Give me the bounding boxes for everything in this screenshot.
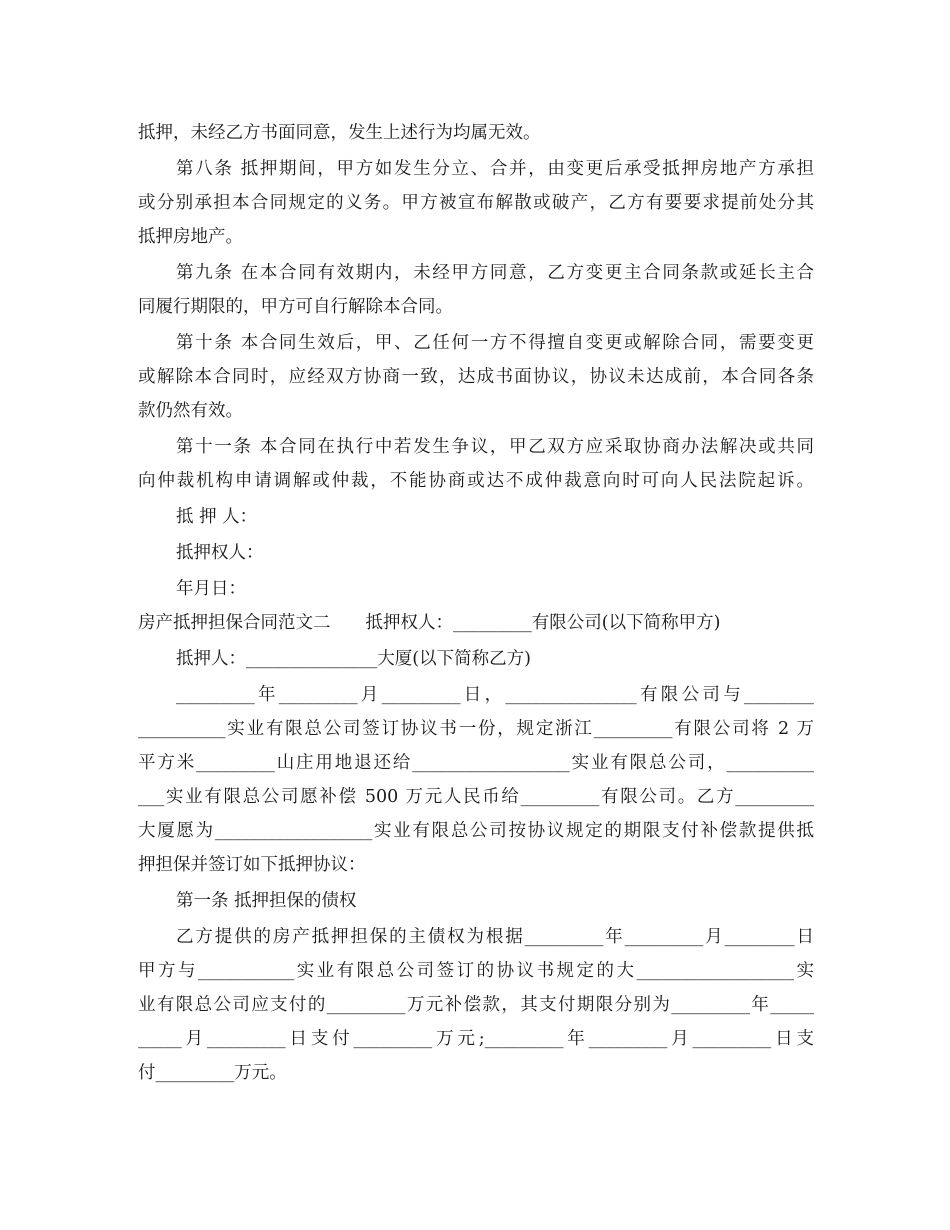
text-line: ___实业有限总公司愿补偿 500 万元人民币给_________有限公司。乙方_________ — [138, 787, 814, 807]
text-line: 第十一条 本合同在执行中若发生争议，甲乙双方应采取协商办法解决或共同 — [176, 437, 814, 457]
text-line: 业有限总公司应支付的_________万元补偿款，其支付期限分别为_________年_____ — [138, 995, 814, 1015]
text-line: 抵 押 人： — [176, 507, 258, 527]
text-line: _____月_________日支付_________万元;_________年_________月_________日支 — [138, 1029, 814, 1049]
text-line: 第八条 抵押期间，甲方如发生分立、合并，由变更后承受抵押房地产方承担 — [176, 159, 814, 179]
document-page — [138, 116, 814, 1090]
document-body — [138, 116, 814, 1090]
text-line: 抵押房地产。 — [138, 227, 243, 247]
text-line: __________实业有限总公司签订协议书一份，规定浙江_________有限公司将 2 万 — [138, 719, 814, 739]
text-line: 大厦愿为__________________实业有限总公司按协议规定的期限支付补偿款提供抵 — [138, 821, 814, 841]
text-line: 抵押权人： — [176, 543, 264, 563]
text-line: 第一条 抵押担保的债权 — [176, 891, 357, 911]
text-line: 款仍然有效。 — [138, 401, 243, 421]
text-line: 或解除本合同时，应经双方协商一致，达成书面协议，协议未达成前，本合同各条 — [138, 367, 814, 387]
text-line: 同履行期限的，甲方可自行解除本合同。 — [138, 297, 453, 317]
text-line: 向仲裁机构申请调解或仲裁，不能协商或达不成仲裁意向时可向人民法院起诉。 — [138, 471, 814, 491]
text-line: 抵押，未经乙方书面同意，发生上述行为均属无效。 — [138, 123, 541, 143]
text-line: 或分别承担本合同规定的义务。甲方被宣布解散或破产，乙方有要要求提前处分其 — [138, 193, 814, 213]
text-line: 甲方与___________实业有限总公司签订的协议书规定的大__________________实 — [138, 961, 814, 981]
text-line: _________年_________月_________日，_______________有限公司与________ — [176, 685, 814, 705]
text-line: 第九条 在本合同有效期内，未经甲方同意，乙方变更主合同条款或延长主合 — [176, 263, 814, 283]
text-line: 房产抵押担保合同范文二 抵押权人：_________有限公司(以下简称甲方) — [138, 613, 721, 633]
text-line: 付_________万元。 — [138, 1063, 287, 1083]
text-line: 第十条 本合同生效后，甲、乙任何一方不得擅自变更或解除合同，需要变更 — [176, 333, 814, 353]
text-line: 年月日： — [176, 579, 246, 599]
text-line: 平方米_________山庄用地退还给__________________实业有限总公司，__________ — [138, 753, 814, 773]
text-line: 抵押人：_______________大厦(以下简称乙方) — [176, 649, 531, 669]
text-line: 押担保并签订如下抵押协议： — [138, 855, 366, 875]
text-line: 乙方提供的房产抵押担保的主债权为根据_________年_________月________日 — [176, 927, 814, 947]
